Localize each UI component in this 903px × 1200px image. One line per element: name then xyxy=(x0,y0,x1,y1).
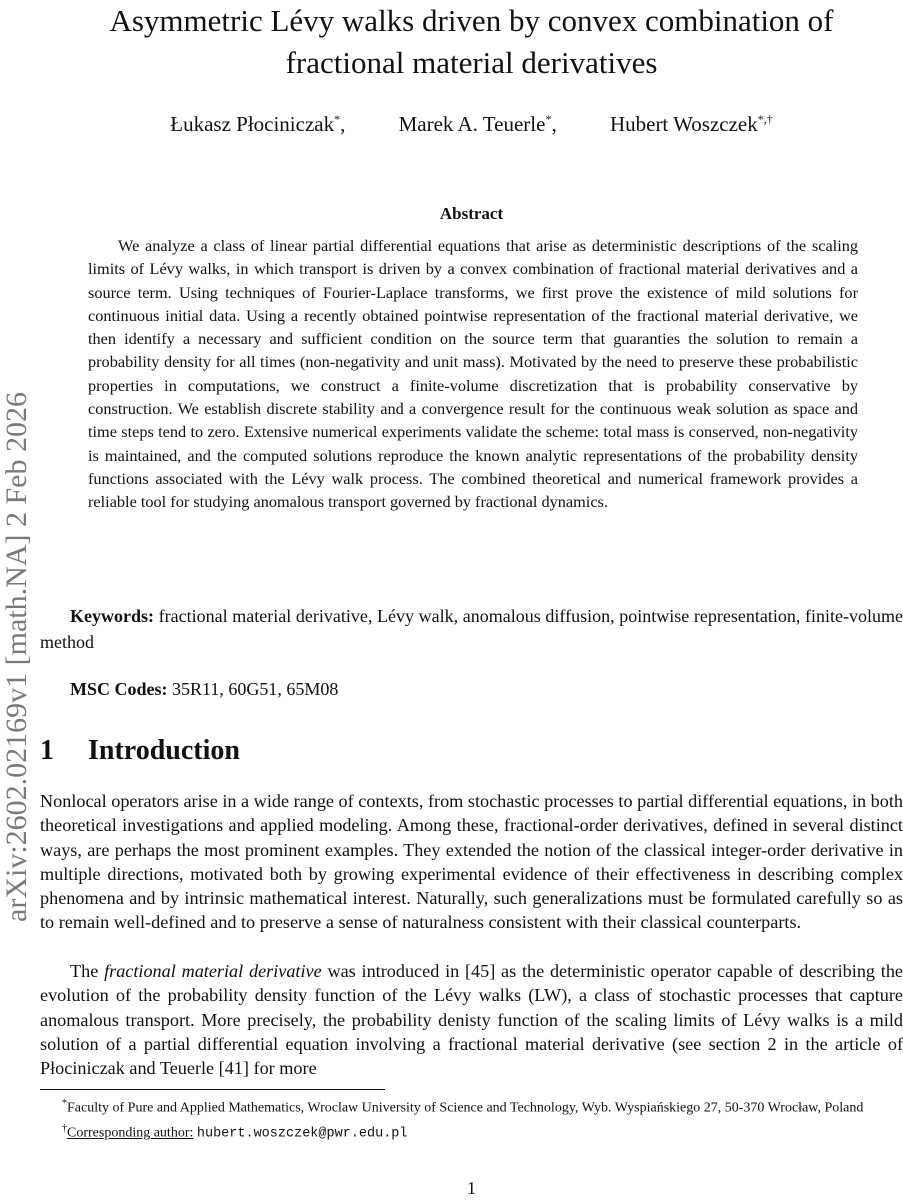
author-affiliation-mark: * xyxy=(545,112,552,126)
author-2 xyxy=(399,104,557,139)
intro-p2-rest: was introduced in [45] as the deterministic operator capable of describing the evolution of the probability density function of the Lévy walks (LW), a class of stochastic processes that capture anomalous transport. More precisely, the probability denisty function of the scaling limits of Lévy walks is a mild solution of a partial differential equation involving a fractional material derivative (see section 2 in the article of Płociniczak and Teuerle [41] for more xyxy=(40,961,903,1079)
arxiv-identifier xyxy=(0,392,34,922)
footnote-corresponding xyxy=(40,1119,903,1145)
abstract-body: We analyze a class of linear partial differential equations that arise as deterministic descriptions of the scaling limits of Lévy walks, in which transport is driven by a convex combination of fractional material derivatives and a source term. Using techniques of Fourier-Laplace transforms, we first prove the existence of mild solutions for continuous initial data. Using a recently obtained pointwise representation of the fractional material derivative, we then identify a necessary and sufficient condition on the source term that guaranties the solution to remain a probability density for all times (non-negativity and unit mass). Motivated by the need to preserve these probabilistic properties in computations, we construct a finite-volume discretization that is probability conservative by construction. We establish discrete stability and a convergence result for the continuous weak solution as space and time steps tend to zero. Extensive numerical experiments validate the scheme: total mass is conserved, non-negativity is maintained, and the computed solutions reproduce the known analytic representations of the probability density functions associated with the Lévy walk process. The combined theoretical and numerical framework provides a reliable tool for studying anomalous transport governed by fractional dynamics. xyxy=(88,236,858,512)
footnote-divider xyxy=(40,1089,385,1090)
author-list xyxy=(40,104,903,139)
intro-paragraph-2 xyxy=(40,959,903,1080)
email-link[interactable]: hubert.woszczek@pwr.edu.pl xyxy=(196,1126,408,1142)
title-line-1: Asymmetric Lévy walks driven by convex combination of xyxy=(109,3,834,38)
intro-paragraph-1: Nonlocal operators arise in a wide range of contexts, from stochastic processes to partial differential equations, in both theoretical investigations and applied modeling. Among these, fractional-order derivatives, defined in several distinct ways, are perhaps the most prominent examples. They extended the notion of the classical integer-order derivative in multiple directions, motivated both by growing experimental evidence of their effectiveness in describing complex phenomena and by intrinsic mathematical interest. Naturally, such generalizations must be formulated carefully so as to remain well-defined and to preserve a sense of naturalness consistent with their classical counterparts. xyxy=(40,791,903,933)
footnote-mark: * xyxy=(62,1098,67,1109)
abstract-heading: Abstract xyxy=(439,204,504,223)
keywords-label: Keywords: xyxy=(70,606,154,626)
arxiv-identifier-text: arXiv:2602.02169v1 [math.NA] 2 Feb 2026 xyxy=(0,392,33,922)
corresponding-author-label: Corresponding author: xyxy=(67,1125,194,1141)
keywords xyxy=(40,603,903,655)
author-affiliation-mark: *,† xyxy=(757,112,773,126)
author-name: Hubert Woszczek xyxy=(609,112,758,136)
footnote-affiliation xyxy=(40,1094,903,1119)
section-heading-introduction xyxy=(40,733,240,769)
author-name: Marek A. Teuerle xyxy=(398,112,546,136)
msc-text: 35R11, 60G51, 65M08 xyxy=(172,679,339,699)
author-3 xyxy=(610,104,773,139)
title-line-2: fractional material derivatives xyxy=(285,45,658,80)
author-separator: , xyxy=(551,112,557,136)
author-separator: , xyxy=(340,112,346,136)
msc-label: MSC Codes: xyxy=(70,679,168,699)
author-affiliation-mark: * xyxy=(334,112,341,126)
footnote-mark: † xyxy=(62,1122,67,1134)
footnote-text: Faculty of Pure and Applied Mathematics, Wroclaw University of Science and Technology, Wyb. Wyspiańskiego 27, 50-370 Wrocław, Poland xyxy=(67,1100,864,1116)
author-1 xyxy=(170,104,345,139)
section-title: Introduction xyxy=(88,735,240,766)
msc-codes xyxy=(70,676,870,702)
footnotes xyxy=(40,1094,903,1144)
author-name: Łukasz Płociniczak xyxy=(170,112,335,136)
intro-p2-lead: The xyxy=(70,961,99,981)
keywords-text: fractional material derivative, Lévy walk, anomalous diffusion, pointwise representation, finite-volume method xyxy=(40,606,903,652)
section-number: 1 xyxy=(40,735,54,766)
page-number: 1 xyxy=(467,1178,476,1198)
paper-title xyxy=(40,0,903,84)
intro-p2-emphasis: fractional material derivative xyxy=(104,961,322,981)
